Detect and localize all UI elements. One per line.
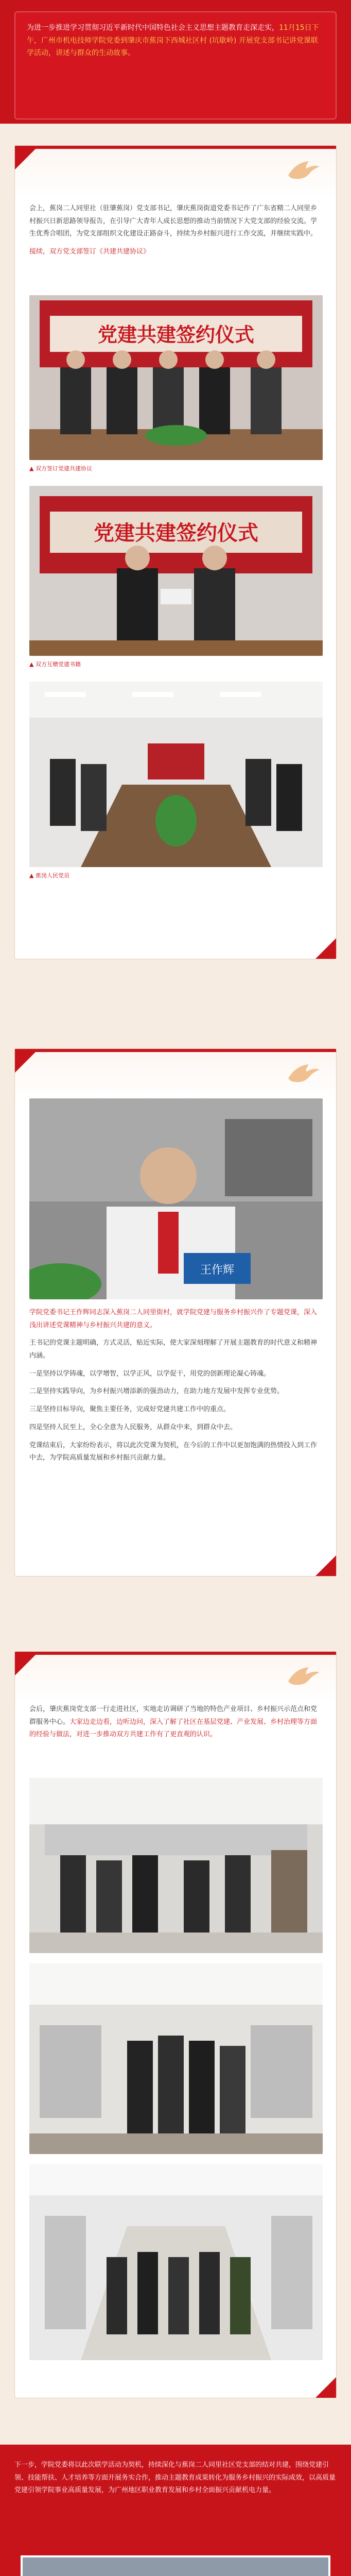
section2-paragraph: 王书记的党课主题明确，方式灵活，贴近实际，使大家深刻理解了开展主题教育的时代意义和精神内涵。 bbox=[29, 1339, 318, 1360]
section3-text-plain: 会后，肇庆蕉岗党支部一行走进社区，实地走访调研了当地的特色产业项目、乡村振兴示范点和党群服务中心。 bbox=[29, 1705, 318, 1726]
section2-point-2: 二是坚持实践导向，为乡村振兴增添新的强劲动力，在助力地方发展中发挥专业优势。 bbox=[29, 1387, 284, 1396]
section-card-1 bbox=[14, 145, 337, 959]
section2-point-1: 一是坚持以学铸魂，以学增智，以学正风，以学促干，用党的创新理论凝心铸魂。 bbox=[29, 1369, 271, 1378]
photo-speaker bbox=[29, 1098, 323, 1299]
section-card-3 bbox=[14, 1651, 337, 2398]
section1-highlight: 接续，双方党支部签订《共建共建协议》 bbox=[29, 248, 150, 256]
card-header bbox=[15, 1652, 336, 1702]
closing-text: 下一步，学院党委将以此次联学活动为契机，持续深化与蕉岗二人同里社区党支部的结对共建，围绕党建引领、技能帮扶、人才培养等方面开展务实合作，推动主题教育成果转化为服务乡村振兴的实际成效，以高质量党建引领学院事业高质量发展，为广州地区职业教育发展和乡村全面振兴贡献机电力量。 bbox=[14, 2461, 336, 2495]
section2-conclusion: 党课结束后，大家纷纷表示，将以此次党课为契机，在今后的工作中以更加饱满的热情投入到工作中去，为学院高质量发展和乡村振兴贡献力量。 bbox=[29, 1441, 318, 1462]
section2-highlight: 学院党委书记王作辉同志深入蕉岗二人同里街村，就学院党建与服务乡村振兴作了专题党课，深入浅出讲述党课精神与乡村振兴共建的意义。 bbox=[29, 1309, 318, 1329]
closing-red-block bbox=[0, 2445, 351, 2576]
name-card-text: 王作辉 bbox=[200, 1264, 235, 1277]
photo-book-exchange bbox=[29, 486, 323, 656]
section2-point-3: 三是坚持目标导向，聚焦主要任务，完成好党建共建工作中的重点。 bbox=[29, 1405, 231, 1414]
dove-icon bbox=[286, 1060, 322, 1086]
photo-visit-1 bbox=[29, 1778, 323, 1953]
card-header bbox=[15, 1049, 336, 1099]
intro-highlight: 11月15日下午，广州市机电技师学院党委到肇庆市蕉岗下西城社区村 (坑歇岭) 开展党支部书记讲党课联学活动，讲述与群众的生动故事。 bbox=[27, 24, 319, 57]
photo-signing bbox=[29, 295, 323, 460]
intro-text: 为进一步推进学习贯彻习近平新时代中国特色社会主义思想主题教育走深走实， bbox=[27, 24, 279, 32]
section2-point-4: 四是坚持人民至上，全心全意为人民服务，从群众中来，到群众中去。 bbox=[29, 1423, 237, 1431]
section1-paragraph: 会上，蕉岗二人同里社（驻肇蕉岗）党支部书记，肇庆蕉岗街道党委书记作了广东省精二人同里乡村振兴日新思路领导报告，在引导广大青年人成长思想的推动当前情况下大党支部的经验交流。学生优秀合唱团，为党支部组织文化建设正路奋斗，持续为乡村振兴进行工作交流，并继续实践中。 bbox=[29, 205, 318, 238]
caption-1: ▲ 双方签订党建共建协议 bbox=[29, 465, 92, 472]
section3-highlight: 大家边走边看，边听边问，深入了解了社区在基层党建、产业发展、乡村治理等方面的经验与做法，对进一步推动双方共建工作有了更直观的认识。 bbox=[29, 1718, 318, 1739]
signing-banner-text: 党建共建签约仪式 bbox=[97, 324, 255, 346]
corner-decoration-bottom bbox=[315, 938, 336, 959]
photo-visit-3 bbox=[29, 2164, 323, 2360]
group-photo bbox=[21, 2555, 330, 2576]
corner-decoration bbox=[15, 149, 36, 170]
corner-decoration bbox=[15, 1655, 36, 1675]
section3-text bbox=[29, 1703, 322, 1747]
intro-box bbox=[14, 11, 337, 120]
photo-visit-2 bbox=[29, 1963, 323, 2154]
caption-2: ▲ 双方互赠党建书籍 bbox=[29, 661, 81, 668]
corner-decoration-bottom bbox=[315, 2377, 336, 2398]
exchange-banner-text: 党建共建签约仪式 bbox=[94, 521, 258, 545]
caption-3: ▲ 蕉岗人民党员 bbox=[29, 872, 69, 879]
section3-paragraph bbox=[29, 1703, 322, 1741]
section2-text bbox=[29, 1307, 322, 1470]
corner-decoration-bottom bbox=[315, 1555, 336, 1576]
dove-icon bbox=[286, 1663, 322, 1689]
dove-icon bbox=[286, 157, 322, 183]
photo-meeting-room bbox=[29, 682, 323, 867]
section1-text bbox=[29, 202, 322, 264]
card-header bbox=[15, 146, 336, 196]
section-card-2 bbox=[14, 1048, 337, 1577]
corner-decoration bbox=[15, 1052, 36, 1073]
